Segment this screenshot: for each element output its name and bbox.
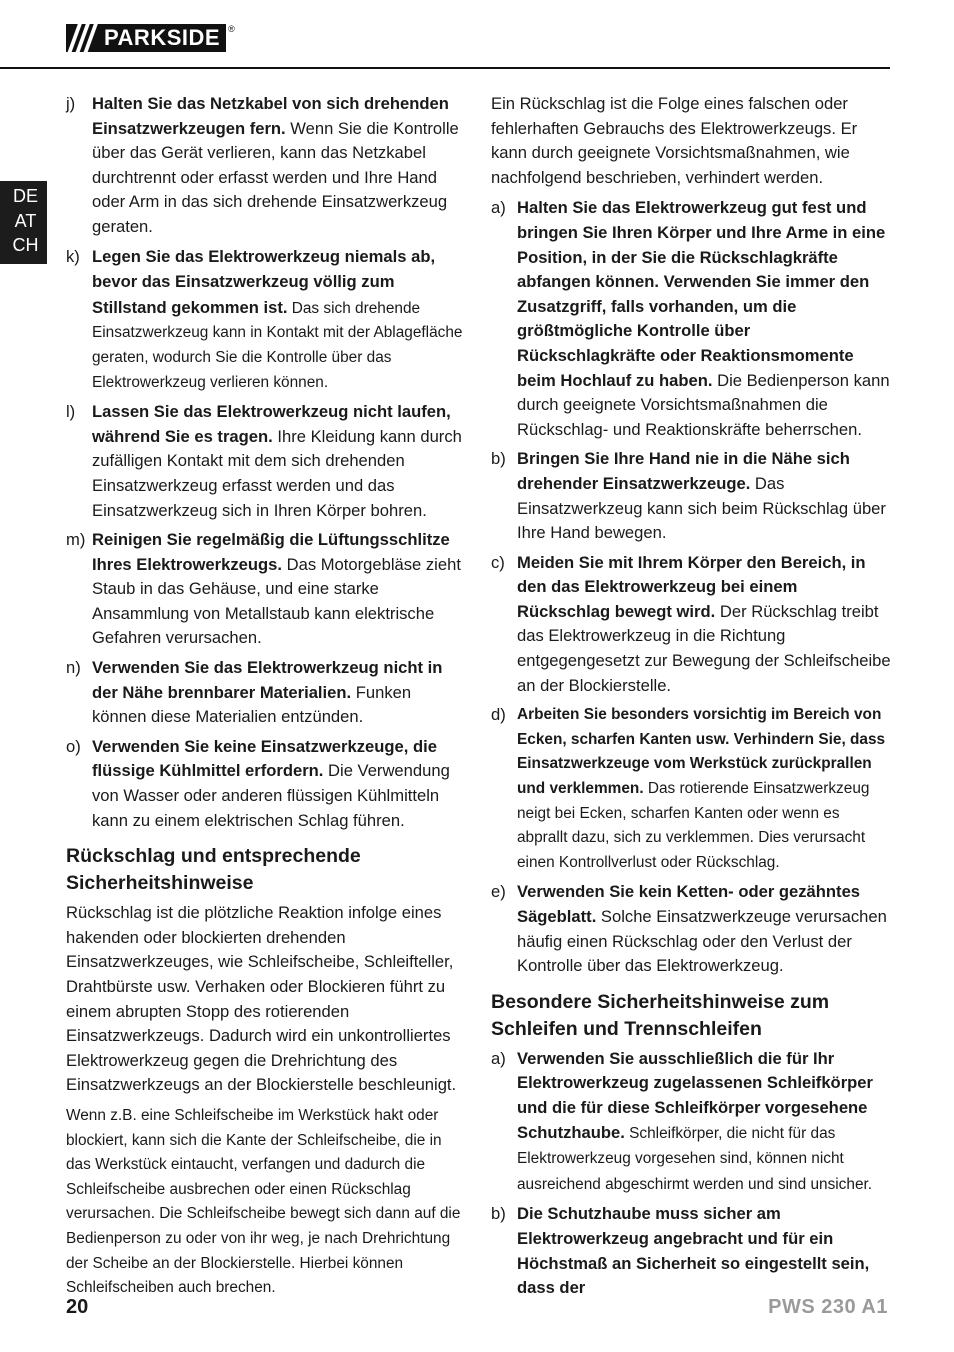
list-item: l) Lassen Sie das Elektrowerkzeug nicht laufen, während Sie es tragen. Ihre Kleidung kann durch zufälligen Kontakt mit dem sich drehenden Einsatzwerkzeug erfasst werden und das Einsatzwerkzeug sich in Ihren Körper bohren. [66, 402, 462, 520]
list-item: m) Reinigen Sie regelmäßig die Lüftungsschlitze Ihres Elektrowerkzeugs. Das Motorgebläse zieht Staub in das Gehäuse, und eine starke Ansammlung von Metallstaub kann elektrische Gefahren verursachen. [66, 530, 461, 648]
list-item: c) Meiden Sie mit Ihrem Körper den Bereich, in den das Elektrowerkzeug bei einem Rückschlag bewegt wird. Der Rückschlag treibt das Elektrowerkzeug in die Richtung entgegengesetzt zur Bewegung der Schleifscheibe an der Blockierstelle. [491, 552, 891, 695]
lang-de: DE [12, 186, 38, 206]
list-item: a) Verwenden Sie ausschließlich die für Ihr Elektrowerkzeug zugelassenen Schleifkörper und die für diese Schleifkörper vorgesehene Schutzhaube. Schleifkörper, die nicht für das Elektrowerkzeug vorgesehen sind, können nicht ausreichend abgeschirmt werden und sind unsicher. [491, 1048, 873, 1193]
list-item: o) Verwenden Sie keine Einsatzwerkzeuge, die flüssige Kühlmittel erfordern. Die Verwendung von Wasser oder anderen flüssigen Kühlmitteln kann zu einem elektrischen Schlag führen. [66, 736, 450, 830]
list-item: j) Halten Sie das Netzkabel von sich drehenden Einsatzwerkzeugen fern. Wenn Sie die Kontrolle über das Gerät verlieren, kann das Netzkabel durchtrennt oder erfasst werden und Ihre Hand oder Arm in das sich drehende Einsatzwerkzeug geraten. [66, 94, 459, 236]
left-column [66, 92, 464, 1307]
list-item: b) Die Schutzhaube muss sicher am Elektrowerkzeug angebracht und für ein Höchstmaß an Sicherheit so eingestellt sein, dass der [491, 1204, 870, 1298]
logo-stripes-icon [66, 24, 100, 52]
list-item: a) Halten Sie das Elektrowerkzeug gut fest und bringen Sie Ihren Körper und Ihre Arme in eine Position, in der Sie die Rückschlagkräfte abfangen können. Verwenden Sie immer den Zusatzgriff, falls vorhanden, um die größtmögliche Kontrolle über Rückschlagkräfte oder Reaktionsmomente beim Hochlauf zu haben. Die Bedienperson kann durch geeignete Vorsichtsmaßnahmen die Rückschlag- und Reaktionskräfte beherrschen. [491, 198, 890, 439]
list-item: n) Verwenden Sie das Elektrowerkzeug nicht in der Nähe brennbarer Materialien. Funken können diese Materialien entzünden. [66, 658, 443, 727]
right-column [491, 92, 891, 1306]
paragraph: Ein Rückschlag ist die Folge eines falschen oder fehlerhaften Gebrauchs des Elektrowerkzeugs. Er kann durch geeignete Vorsichtsmaßnahmen, wie nachfolgend beschrieben, verhindert werden. [491, 94, 858, 187]
section-heading: Besondere Sicherheitshinweise zum Schleifen und Trennschleifen [491, 990, 830, 1040]
logo-text: PARKSIDE [100, 24, 226, 52]
list-item: e) Verwenden Sie kein Ketten- oder gezähntes Sägeblatt. Solche Einsatzwerkzeuge verursachen häufig einen Rückschlag oder den Verlust der Kontrolle über das Elektrowerkzeug. [491, 882, 887, 976]
logo-registered-mark: ® [228, 24, 235, 34]
page-number: 20 [66, 1296, 89, 1318]
list-item: d) Arbeiten Sie besonders vorsichtig im Bereich von Ecken, scharfen Kanten usw. Verhindern Sie, dass Einsatzwerkzeuge vom Werkstück zurückprallen und verklemmen. Das rotierende Einsatzwerkzeug neigt bei Ecken, scharfen Kanten oder wenn es abprallt dazu, sich zu verklemmen. Dies verursacht einen Kontrollverlust oder Rückschlag. [491, 705, 886, 871]
header-rule [0, 67, 890, 69]
paragraph: Wenn z.B. eine Schleifscheibe im Werkstück hakt oder blockiert, kann sich die Kante der Schleifscheibe, die in das Werkstück eintaucht, verfangen und dadurch die Schleifscheibe ausbrechen oder einen Rückschlag verursachen. Die Schleifscheibe bewegt sich dann auf die Bedienperson zu oder von ihr weg, je nach Drehrichtung der Scheibe an der Blockierstelle. Hierbei können Schleifscheiben auch brechen. [66, 1106, 461, 1297]
paragraph: Rückschlag ist die plötzliche Reaktion infolge eines hakenden oder blockierten drehenden Einsatzwerkzeuges, wie Schleifscheibe, Schleifteller, Drahtbürste usw. Verhaken oder Blockieren führt zu einem abrupten Stopp des rotierenden Einsatzwerkzeugs. Dadurch wird ein unkontrolliertes Elektrowerkzeug gegen die Drehrichtung des Einsatzwerkzeugs an der Blockierstelle beschleunigt. [66, 903, 457, 1095]
lang-at: AT [14, 210, 37, 231]
language-tab [0, 181, 47, 264]
section-heading: Rückschlag und entsprechende Sicherheitshinweise [66, 845, 361, 895]
parkside-logo [66, 24, 235, 52]
lang-ch: CH [12, 235, 39, 255]
list-item: b) Bringen Sie Ihre Hand nie in die Nähe sich drehender Einsatzwerkzeuge. Das Einsatzwerkzeug kann sich beim Rückschlag über Ihre Hand bewegen. [491, 449, 886, 543]
model-number: PWS 230 A1 [768, 1296, 888, 1318]
list-item: k) Legen Sie das Elektrowerkzeug niemals ab, bevor das Einsatzwerkzeug völlig zum Stillstand gekommen ist. Das sich drehende Einsatzwerkzeug kann in Kontakt mit der Ablagefläche geraten, wodurch Sie die Kontrolle über das Elektrowerkzeug verlieren können. [66, 246, 463, 391]
